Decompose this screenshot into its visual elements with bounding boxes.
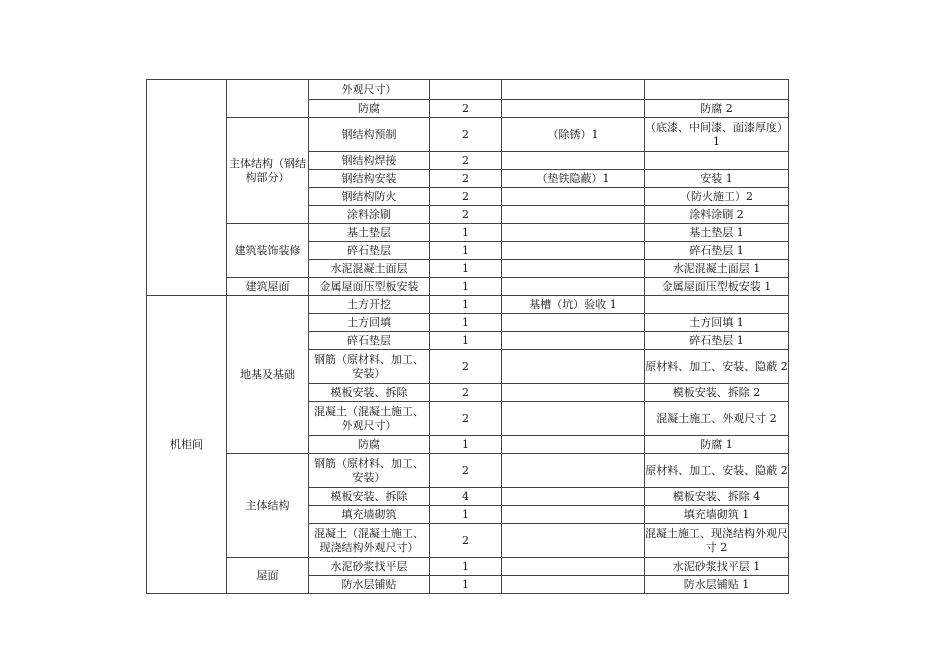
item-cell: 钢结构防火 — [309, 188, 430, 206]
inspection-cell — [502, 350, 645, 384]
item-cell: 钢结构焊接 — [309, 152, 430, 170]
record-cell: 金属屋面压型板安装 1 — [645, 278, 789, 296]
item-cell: 模板安装、拆除 — [309, 488, 430, 506]
count-cell — [430, 80, 502, 100]
item-cell: 混凝土（混凝土施工、外观尺寸） — [309, 402, 430, 436]
record-cell: （防火施工）2 — [645, 188, 789, 206]
item-cell: 水泥混凝土面层 — [309, 260, 430, 278]
group-cell: 主体结构 — [227, 454, 309, 558]
item-cell: 防水层铺贴 — [309, 576, 430, 594]
count-cell: 2 — [430, 152, 502, 170]
table-row — [147, 118, 789, 152]
record-cell: 模板安装、拆除 4 — [645, 488, 789, 506]
group-cell: 建筑屋面 — [227, 278, 309, 296]
record-cell: 土方回填 1 — [645, 314, 789, 332]
count-cell: 1 — [430, 296, 502, 314]
item-cell: 碎石垫层 — [309, 332, 430, 350]
record-cell — [645, 152, 789, 170]
inspection-cell — [502, 100, 645, 118]
inspection-cell — [502, 260, 645, 278]
count-cell: 2 — [430, 206, 502, 224]
count-cell: 1 — [430, 506, 502, 524]
record-cell: 防腐 2 — [645, 100, 789, 118]
count-cell: 2 — [430, 454, 502, 488]
inspection-cell — [502, 314, 645, 332]
inspection-cell — [502, 506, 645, 524]
item-cell: 防腐 — [309, 100, 430, 118]
count-cell: 1 — [430, 558, 502, 576]
table-row — [147, 278, 789, 296]
inspection-cell — [502, 524, 645, 558]
table-row — [147, 296, 789, 314]
group-cell: 屋面 — [227, 558, 309, 594]
record-cell — [645, 296, 789, 314]
record-cell: 防腐 1 — [645, 436, 789, 454]
count-cell: 4 — [430, 488, 502, 506]
group-cell-empty — [227, 80, 309, 118]
item-cell: 钢筋（原材料、加工、安装） — [309, 454, 430, 488]
record-cell: 水泥混凝土面层 1 — [645, 260, 789, 278]
group-cell: 地基及基础 — [227, 296, 309, 454]
quality-inspection-table — [146, 79, 789, 594]
count-cell: 2 — [430, 118, 502, 152]
count-cell: 2 — [430, 384, 502, 402]
table-row — [147, 224, 789, 242]
inspection-cell — [502, 188, 645, 206]
table-row — [147, 558, 789, 576]
count-cell: 1 — [430, 260, 502, 278]
table-row — [147, 80, 789, 100]
item-cell: 金属屋面压型板安装 — [309, 278, 430, 296]
inspection-cell — [502, 488, 645, 506]
count-cell: 2 — [430, 350, 502, 384]
inspection-cell — [502, 332, 645, 350]
item-cell: 水泥砂浆找平层 — [309, 558, 430, 576]
item-cell: 基土垫层 — [309, 224, 430, 242]
count-cell: 1 — [430, 224, 502, 242]
record-cell: 碎石垫层 1 — [645, 242, 789, 260]
item-cell: 土方开挖 — [309, 296, 430, 314]
item-cell: 混凝土（混凝土施工、现浇结构外观尺寸） — [309, 524, 430, 558]
item-cell: 填充墙砌筑 — [309, 506, 430, 524]
item-cell: 模板安装、拆除 — [309, 384, 430, 402]
section-cell-empty — [147, 80, 227, 296]
count-cell: 1 — [430, 436, 502, 454]
record-cell: 防水层铺贴 1 — [645, 576, 789, 594]
inspection-cell — [502, 278, 645, 296]
count-cell: 1 — [430, 278, 502, 296]
inspection-cell — [502, 206, 645, 224]
inspection-cell — [502, 224, 645, 242]
count-cell: 2 — [430, 402, 502, 436]
inspection-cell — [502, 384, 645, 402]
record-cell: 原材料、加工、安装、隐蔽 2 — [645, 350, 789, 384]
inspection-cell — [502, 402, 645, 436]
item-cell: 钢筋（原材料、加工、安装） — [309, 350, 430, 384]
inspection-cell: 基槽（坑）验收 1 — [502, 296, 645, 314]
record-cell: 水泥砂浆找平层 1 — [645, 558, 789, 576]
inspection-cell — [502, 558, 645, 576]
group-cell: 主体结构（钢结构部分） — [227, 118, 309, 224]
item-cell: 外观尺寸） — [309, 80, 430, 100]
inspection-cell — [502, 454, 645, 488]
item-cell: 土方回填 — [309, 314, 430, 332]
record-cell: 涂料涂刷 2 — [645, 206, 789, 224]
item-cell: 涂料涂刷 — [309, 206, 430, 224]
section-cell: 机柜间 — [147, 296, 227, 594]
count-cell: 2 — [430, 524, 502, 558]
count-cell: 1 — [430, 576, 502, 594]
inspection-cell: （垫铁隐蔽）1 — [502, 170, 645, 188]
count-cell: 2 — [430, 100, 502, 118]
inspection-cell — [502, 80, 645, 100]
item-cell: 碎石垫层 — [309, 242, 430, 260]
inspection-cell — [502, 436, 645, 454]
record-cell: 基土垫层 1 — [645, 224, 789, 242]
record-cell: 原材料、加工、安装、隐蔽 2 — [645, 454, 789, 488]
record-cell: 碎石垫层 1 — [645, 332, 789, 350]
inspection-cell: （除锈）1 — [502, 118, 645, 152]
record-cell: （底漆、中间漆、面漆厚度）1 — [645, 118, 789, 152]
item-cell: 钢结构安装 — [309, 170, 430, 188]
record-cell: 填充墙砌筑 1 — [645, 506, 789, 524]
inspection-cell — [502, 242, 645, 260]
count-cell: 2 — [430, 188, 502, 206]
count-cell: 1 — [430, 242, 502, 260]
item-cell: 防腐 — [309, 436, 430, 454]
record-cell: 模板安装、拆除 2 — [645, 384, 789, 402]
group-cell: 建筑装饰装修 — [227, 224, 309, 278]
record-cell: 混凝土施工、外观尺寸 2 — [645, 402, 789, 436]
inspection-cell — [502, 576, 645, 594]
record-cell — [645, 80, 789, 100]
record-cell: 安装 1 — [645, 170, 789, 188]
count-cell: 2 — [430, 170, 502, 188]
table-row — [147, 454, 789, 488]
count-cell: 1 — [430, 314, 502, 332]
record-cell: 混凝土施工、现浇结构外观尺寸 2 — [645, 524, 789, 558]
item-cell: 钢结构预制 — [309, 118, 430, 152]
inspection-cell — [502, 152, 645, 170]
count-cell: 1 — [430, 332, 502, 350]
